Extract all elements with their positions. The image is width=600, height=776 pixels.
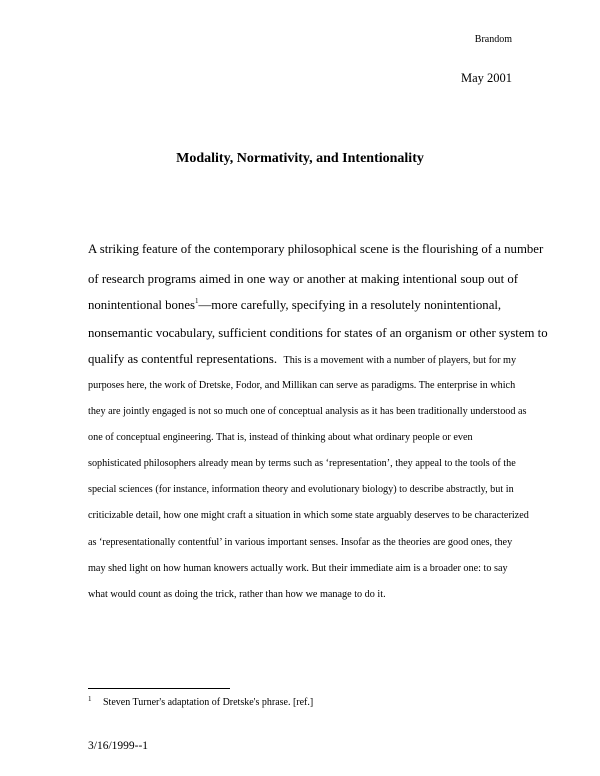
body-text-run: nonintentional bones <box>88 298 195 312</box>
body-line <box>88 298 501 313</box>
body-line: sophisticated philosophers already mean by terms such as ‘representation’, they appeal to the tools of the <box>88 458 516 469</box>
body-line: criticizable detail, how one might craft a situation in which some state arguably deserves to be characterized <box>88 510 529 521</box>
body-line: of research programs aimed in one way or another at making intentional soup out of <box>88 272 518 286</box>
footnote-marker: 1 <box>88 695 92 703</box>
body-line: as ‘representationally contentful’ in various important senses. Insofar as the theories are good ones, they <box>88 537 513 548</box>
footnote-text: Steven Turner's adaptation of Dretske's phrase. [ref.] <box>103 697 314 708</box>
body-line: they are jointly engaged is not so much one of conceptual analysis as it has been traditionally understood as <box>88 406 527 417</box>
footnote-reference[interactable]: 1 <box>194 297 199 305</box>
body-line: A striking feature of the contemporary philosophical scene is the flourishing of a number <box>88 242 544 256</box>
running-header-author: Brandom <box>474 34 512 45</box>
body-line: special sciences (for instance, information theory and evolutionary biology) to describe abstractly, but in <box>88 484 514 495</box>
body-text-run: —more carefully, specifying in a resolutely nonintentional, <box>198 298 502 312</box>
document-title: Modality, Normativity, and Intentionality <box>176 151 424 166</box>
body-line: nonsemantic vocabulary, sufficient conditions for states of an organism or other system to <box>88 326 548 340</box>
body-text-run: qualify as contentful representations. <box>88 352 278 366</box>
body-line <box>88 352 516 367</box>
page-footer-stamp: 3/16/1999--1 <box>88 740 149 752</box>
body-line: purposes here, the work of Dretske, Fodor, and Millikan can serve as paradigms. The enterprise in which <box>88 380 516 391</box>
body-line: what would count as doing the trick, rather than how we manage to do it. <box>88 589 386 600</box>
body-line: may shed light on how human knowers actually work. But their immediate aim is a broader one: to say <box>88 563 508 574</box>
body-text-run-small: This is a movement with a number of players, but for my <box>283 355 517 366</box>
body-line: one of conceptual engineering. That is, instead of thinking about what ordinary people or even <box>88 432 473 443</box>
document-date: May 2001 <box>460 71 512 85</box>
footnote-divider <box>88 688 230 689</box>
